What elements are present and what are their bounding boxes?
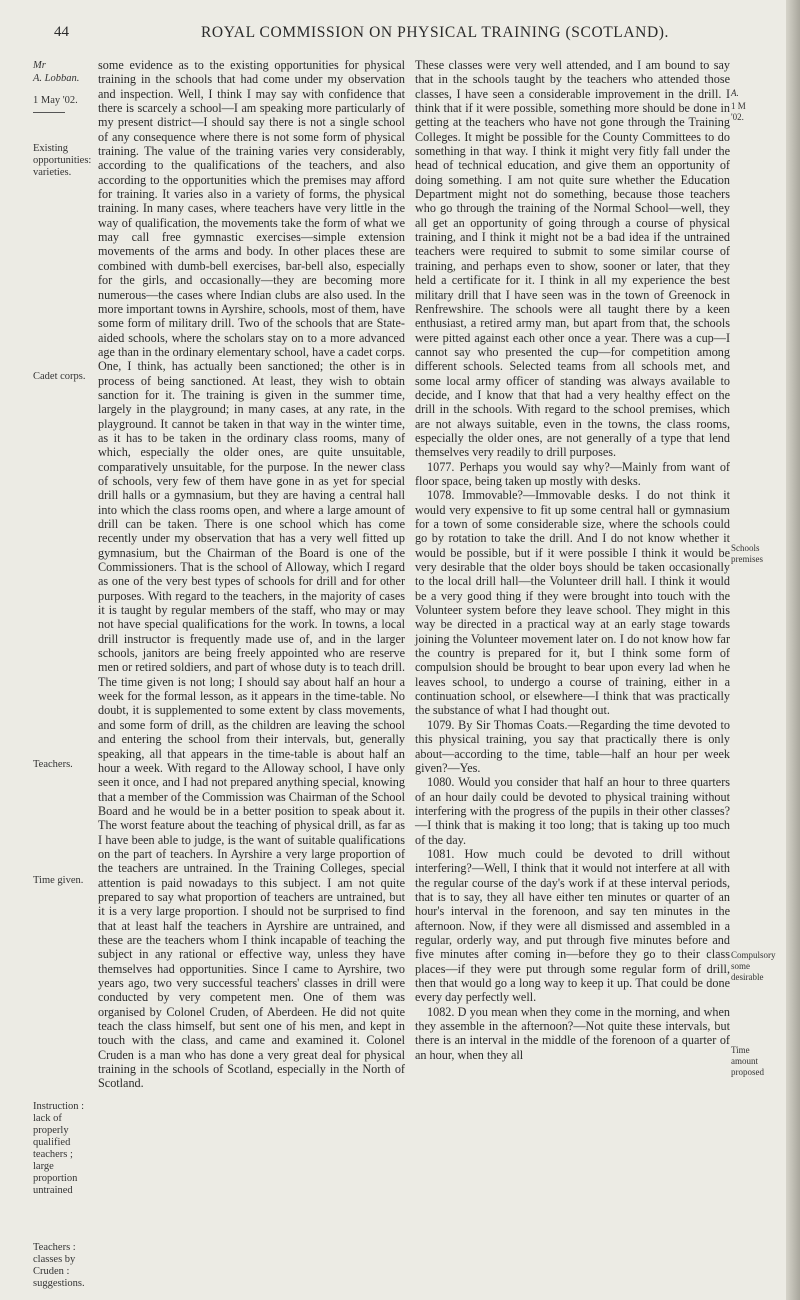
margin-note-instruction: Instruction : lack of properly qualified teachers ; large proportion untrained	[33, 1101, 85, 1196]
question-1077: 1077. Perhaps you would say why?—Mainly from want of floor space, being taken up mostly with desks.	[415, 459, 730, 488]
question-1082: 1082. D you mean when they come in the morning, and when they assemble in the afternoon?—Not quite these intervals, but there is an interval in the middle of the forenoon of a quarter of an hour, when they all	[415, 1004, 730, 1062]
margin-witness-name: A. Lobban.	[33, 73, 80, 84]
margin-note-classes: Teachers : classes by Cruden : suggestions.	[33, 1242, 85, 1289]
margin-note-existing: Existing opportunities: varieties.	[33, 143, 92, 178]
question-1079: 1079. By Sir Thomas Coats.—Regarding the time devoted to this physical training, you say that practically there is only about—according to the time, table—half an hour per week given?—Yes.	[415, 717, 730, 775]
running-title: ROYAL COMMISSION ON PHYSICAL TRAINING (SCOTLAND).	[200, 24, 669, 41]
margin-rule	[33, 112, 65, 113]
margin-right-compulsory: Compulsory some desirable	[731, 950, 776, 982]
margin-note-cadet: Cadet corps.	[33, 371, 86, 382]
binding-edge	[786, 0, 800, 1300]
margin-note-teachers: Teachers.	[33, 759, 73, 770]
margin-right-premises: Schools premises	[731, 543, 763, 564]
question-1080: 1080. Would you consider that half an hour to three quarters of an hour daily could be devoted to physical training without interfering with the progress of the pupils in their other classes?—I think that is making it too long; that is taking up too much of the day.	[415, 775, 730, 847]
margin-note-time: Time given.	[33, 875, 84, 886]
question-1081: 1081. How much could be devoted to drill without interfering?—Well, I think that it would not interfere at all with the regular course of the day's work if at these interval periods, that is to say, they all have either ten minutes or quarter of an hour's interval in the forenoon, and say ten minutes in the afternoon. Now, if they were all dismissed and assembled in a regular, orderly way, and put through five minutes before and five minutes after coming in—before they go to their class places—if they were put through some regular form of drill, then that would go a long way to keep it up. That could be done every day perfectly well.	[415, 846, 730, 1005]
margin-right-witness: A.	[731, 88, 739, 98]
left-paragraph: some evidence as to the existing opportunities for physical training in the schools that had come under my observation and inspection. Well, I think I may say with confidence that there is scarcely a school—I am speaking more particularly of my present district—I should say there is not a single school of any consequence where there is not some form of physical training. The value of the training varies very considerably, according to the qualifications of the teachers, and also according to the opportunities which the premises may afford for training. It varies also in a variety of forms, the physical training. In many cases, where teachers have very little in the way of qualification, the movements take the form of what we may call free gymnastic exercises—simple extension movements of the arms and body. In other places these are combined with dumb-bell exercises, bar-bell also, especially for the girls, and occasionally—they are becoming more numerous—the cases where Indian clubs are also used. In the more important towns in Ayrshire, schools, most of them, have some form of military drill. Two of the schools that are State-aided schools, where the scholars stay on to a more advanced age than in the ordinary elementary school, have a cadet corps. One, I think, has actually been sanctioned; the other is in process of being sanctioned. At least, they wish to obtain sanction for it. The training is given in the summer time, largely in the playground; in many cases, at any rate, in the playground. It cannot be taken in that way in the winter time, as it has to be taken in the ordinary class rooms, many of which, especially the older ones, are quite unsuitable, comparatively unsuitable, for the purpose. In the newer class of schools, very few of them have gone in as yet for special drill halls or a gymnasium, but they are having a central hall into which the class rooms open, and where a large amount of drill can be taken. There is one school which has come recently under my observation that has a very well fitted up gymnasium, but the Chairman of the Board is one of the Commissioners. That is the school of Alloway, which I regard as one of the very best types of schools for drill and for other purposes. With regard to the teachers, in the majority of cases it is taught by regular members of the staff, who may or may not have special qualifications for the work. In towns, a local drill instructor is frequently made use of, and in the larger schools, janitors are being freely appointed who are reserve men or retired soldiers, and part of whose duty is to teach drill. The time given is not long; I should say about half an hour a week for the formal lesson, as it appears in the time-table. No doubt, it is supplemented to some extent by class movements, and some form of drill, as the children are leaving the school and entering the school from their intervals, but, generally speaking, all that appears in the time-table is about half an hour a week. With regard to the Alloway school, I have only seen it once, and I had not prepared anything special, knowing that a member of the Commission was Chairman of the School Board and he would be in a better position to speak about it. The worst feature about the teaching of physical drill, as far as I have been able to judge, is the want of suitable qualifications on the part of teachers. In Ayrshire a very large proportion of the teachers are untrained. In the Training Colleges, special attention is paid nowadays to this subject. I am not quite prepared to say what proportion of teachers are untrained, but it is a very large proportion. I should not be surprised to find that at least half the teachers in Ayrshire are untrained, and these are the teachers whom I think incapable of teaching the subject in any rational or effective way, unless they have themselves had opportunities. Since I came to Ayrshire, two years ago, two very successful teachers' classes in drill were conducted by very competent men. One of them was organised by Colonel Cruden, of Aberdeen. He did not quite teach the class himself, but sent one of his men, and kept in touch with the class, and came and examined it. Colonel Cruden is a man who has done a very great deal for physical training in the schools of Scotland, especially in the North of Scotland.	[98, 58, 405, 1091]
margin-witness-label: Mr	[33, 60, 46, 71]
margin-date: 1 May '02.	[33, 95, 78, 106]
right-paragraph-intro: These classes were very well attended, and I am bound to say that in the schools taught by the teachers who attended those classes, I have seen a considerable improvement in the drill. I think that if it were possible, something more should be done in getting at the teachers who have not gone through the Training Colleges. It might be possible for the County Committees to do something in that way. I think it might very fitly fall under the head of technical education, and give them an opportunity of doing something. I am not quite sure whether the Education Department might not do something, because those teachers who go through the training of the Normal School—well, they all get an opportunity of going through a course of physical training, and I think it might not be a bad idea if the untrained teachers were required to submit to some similar course of training, and perhaps even to show, sooner or later, that they held a certificate for it. I think in all my experience the best military drill that I have seen was in the town of Greenock in Renfrewshire. The schools were all taught there by a keen enthusiast, a retired army man, but apart from that, the schools were pitted against each other once a year. There was a cup—I cannot say who presented the cup—for competition among different schools. Selected teams from all schools met, and some local army officer of standing was always available to decide, and I know that that had a very healthy effect on the drill in the schools. With regard to the school premises, which are not always suitable, even in the towns, the class rooms, especially the older ones, are not generally of a type that lend themselves very readily to drill purposes.	[415, 58, 730, 460]
right-column	[415, 58, 730, 1062]
page-header	[0, 24, 800, 46]
left-column	[98, 58, 405, 1091]
margin-right-date: 1 M	[731, 101, 746, 111]
question-1078: 1078. Immovable?—Immovable desks. I do not think it would very expensive to fit up some central hall or gymnasium for a town of some considerable size, where the schools could go by rotation to take the drill. And I do not know whether it would be possible, but if it were possible I think it would be very desirable that the older boys should be taken occasionally to the local drill hall—the Volunteer drill hall. I think it would be a very good thing if they were brought into touch with the Volunteer system before they leave school. They might in this way be directed in a practical way at an early stage towards joining the Volunteer movement later on. I do not know how far the country is prepared for it, but I think some form of compulsion should be brought to bear upon every lad when he leaves school, to undergo a course of training, either in a continuation school, or elsewhere—I think that was practically the substance of what I had thought out.	[415, 488, 730, 718]
page-number: 44	[54, 24, 69, 40]
margin-right-year: '02.	[731, 112, 744, 122]
margin-right-time: Time amount proposed	[731, 1045, 764, 1077]
